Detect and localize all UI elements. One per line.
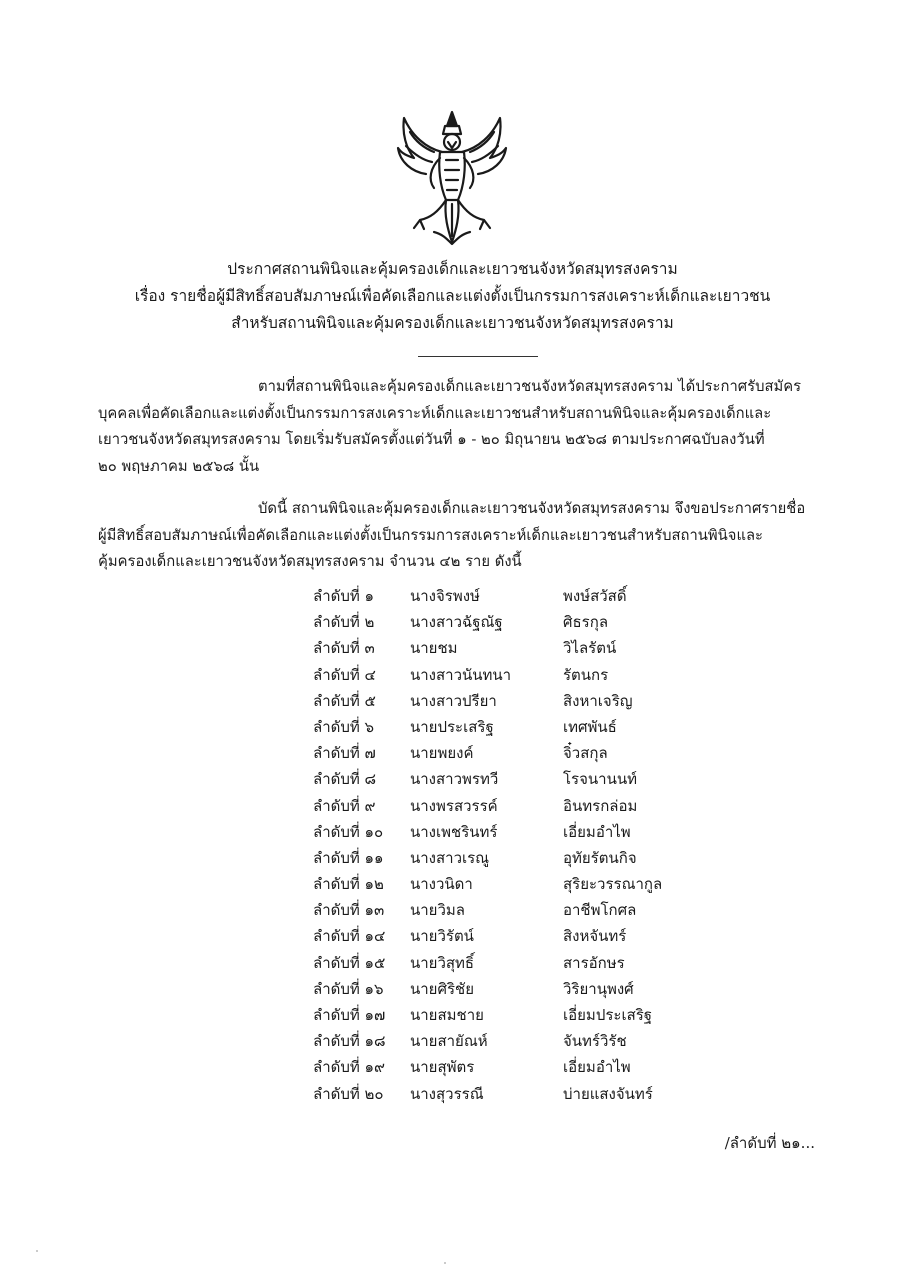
candidate-surname: รัตนกร xyxy=(563,665,609,684)
candidate-surname: ศิธรกุล xyxy=(563,613,609,632)
candidate-name: นางพรสวรรค์ xyxy=(410,796,498,815)
garuda-emblem-icon xyxy=(390,108,514,248)
paragraph-line: คุ้มครองเด็กและเยาวชนจังหวัดสมุทรสงคราม จำนวน ๔๒ ราย ดังนี้ xyxy=(98,553,522,571)
candidate-name: นางสาวพรทวี xyxy=(410,770,499,789)
paragraph-line: ๒๐ พฤษภาคม ๒๕๖๘ นั้น xyxy=(98,457,260,475)
candidate-order: ลำดับที่ ๑ xyxy=(313,587,375,605)
candidate-surname: โรจนานนท์ xyxy=(563,770,637,789)
candidate-name: นายศิริชัย xyxy=(410,979,475,998)
candidate-surname: สารอักษร xyxy=(563,953,625,972)
candidate-order: ลำดับที่ ๑๕ xyxy=(313,953,386,972)
candidate-name: นายวิสุทธิ์ xyxy=(410,953,475,972)
announcement-subject: เรื่อง รายชื่อผู้มีสิทธิ์สอบสัมภาษณ์เพื่อคัดเลือกและแต่งตั้งเป็นกรรมการสงเคราะห์เด็กและเยาวชน xyxy=(134,287,771,305)
candidate-name: นางสาวฉัฐณัฐ xyxy=(410,613,503,632)
candidate-surname: เอี่ยมประเสริฐ xyxy=(563,1006,653,1024)
candidate-surname: สิงหจันทร์ xyxy=(563,927,627,946)
continuation-note: /ลำดับที่ ๒๑... xyxy=(724,1134,815,1152)
paragraph-1 xyxy=(98,374,816,480)
announcement-header xyxy=(0,256,905,337)
candidate-surname: อุทัยรัตนกิจ xyxy=(563,848,637,867)
candidate-name: นายพยงค์ xyxy=(410,744,474,763)
announcement-subject-cont: สำหรับสถานพินิจและคุ้มครองเด็กและเยาวชนจังหวัดสมุทรสงคราม xyxy=(231,314,674,332)
candidate-name: นางสาวปรียา xyxy=(410,691,497,710)
candidate-surname: สิงหาเจริญ xyxy=(563,691,633,710)
paragraph-line: ผู้มีสิทธิ์สอบสัมภาษณ์เพื่อคัดเลือกและแต่งตั้งเป็นกรรมการสงเคราะห์เด็กและเยาวชนสำหรับสถานพินิจและ xyxy=(98,526,763,544)
candidate-name: นางสาวนันทนา xyxy=(410,665,512,684)
paragraph-2 xyxy=(98,496,816,576)
candidate-order: ลำดับที่ ๑๙ xyxy=(313,1058,386,1077)
candidate-surname: พงษ์สวัสดิ์ xyxy=(563,587,627,605)
candidate-surname: วิไลรัตน์ xyxy=(563,639,617,658)
candidate-name: นางวนิดา xyxy=(410,875,473,894)
paragraph-line: ตามที่สถานพินิจและคุ้มครองเด็กและเยาวชนจังหวัดสมุทรสงคราม ได้ประกาศรับสมัคร xyxy=(258,378,802,395)
candidate-surname: เอี่ยมอำไพ xyxy=(563,1058,631,1077)
candidate-order: ลำดับที่ ๘ xyxy=(313,770,377,789)
candidate-surname: สุริยะวรรณากูล xyxy=(563,875,663,894)
candidate-name: นายสายัณห์ xyxy=(410,1032,488,1051)
candidate-order: ลำดับที่ ๑๔ xyxy=(313,927,386,946)
scan-speck xyxy=(36,1250,38,1252)
candidate-order: ลำดับที่ ๑๗ xyxy=(313,1006,386,1024)
candidate-order: ลำดับที่ ๒ xyxy=(313,613,375,632)
candidate-name: นางสาวเรณู xyxy=(410,848,490,867)
candidate-name: นางเพชรินทร์ xyxy=(410,822,498,841)
candidate-name: นายชม xyxy=(410,639,458,658)
candidate-order: ลำดับที่ ๓ xyxy=(313,639,375,658)
header-divider xyxy=(418,356,538,357)
candidate-order: ลำดับที่ ๔ xyxy=(313,665,376,684)
candidate-name: นางจิรพงษ์ xyxy=(410,587,480,605)
candidate-name: นางสุวรรณี xyxy=(410,1084,484,1103)
candidate-order: ลำดับที่ ๕ xyxy=(313,691,376,710)
paragraph-line: เยาวชนจังหวัดสมุทรสงคราม โดยเริ่มรับสมัครตั้งแต่วันที่ ๑ - ๒๐ มิถุนายน ๒๕๖๘ ตามประกาศฉบับลงวันที่ xyxy=(98,431,765,449)
candidate-surname: เอี่ยมอำไพ xyxy=(563,822,631,841)
candidate-name: นายประเสริฐ xyxy=(410,717,494,736)
candidate-order: ลำดับที่ ๗ xyxy=(313,744,376,763)
candidate-order: ลำดับที่ ๑๒ xyxy=(313,875,384,894)
announcement-issuer: ประกาศสถานพินิจและคุ้มครองเด็กและเยาวชนจังหวัดสมุทรสงคราม xyxy=(227,260,678,278)
candidate-order: ลำดับที่ ๑๐ xyxy=(313,822,384,841)
candidate-order: ลำดับที่ ๑๖ xyxy=(313,979,384,998)
candidate-surname: วิริยานุพงศ์ xyxy=(563,979,634,998)
candidate-order: ลำดับที่ ๑๓ xyxy=(313,901,385,920)
candidate-name: นายสุพัตร xyxy=(410,1058,475,1077)
candidate-order: ลำดับที่ ๑๑ xyxy=(313,848,384,867)
candidate-surname: เทศพันธ์ xyxy=(563,717,617,736)
scan-speck xyxy=(444,1262,446,1264)
candidate-name: นายวิรัตน์ xyxy=(410,927,474,946)
paragraph-line: บัดนี้ สถานพินิจและคุ้มครองเด็กและเยาวชนจังหวัดสมุทรสงคราม จึงขอประกาศรายชื่อ xyxy=(258,500,806,517)
paragraph-line: บุคคลเพื่อคัดเลือกและแต่งตั้งเป็นกรรมการสงเคราะห์เด็กและเยาวชนสำหรับสถานพินิจและคุ้มครองเด็กและ xyxy=(98,404,772,422)
candidate-order: ลำดับที่ ๙ xyxy=(313,796,376,815)
candidate-order: ลำดับที่ ๖ xyxy=(313,717,375,736)
candidate-surname: จันทร์วิรัช xyxy=(563,1032,627,1051)
candidate-surname: จิ๋วสกุล xyxy=(563,744,608,763)
candidate-surname: อาชีพโกศล xyxy=(563,901,637,920)
candidate-order: ลำดับที่ ๑๘ xyxy=(313,1032,386,1051)
candidate-order: ลำดับที่ ๒๐ xyxy=(313,1084,384,1103)
candidate-name: นายสมชาย xyxy=(410,1006,484,1024)
candidate-surname: บ่ายแสงจันทร์ xyxy=(563,1084,653,1103)
candidate-surname: อินทรกล่อม xyxy=(563,796,638,815)
candidate-name: นายวิมล xyxy=(410,901,465,920)
